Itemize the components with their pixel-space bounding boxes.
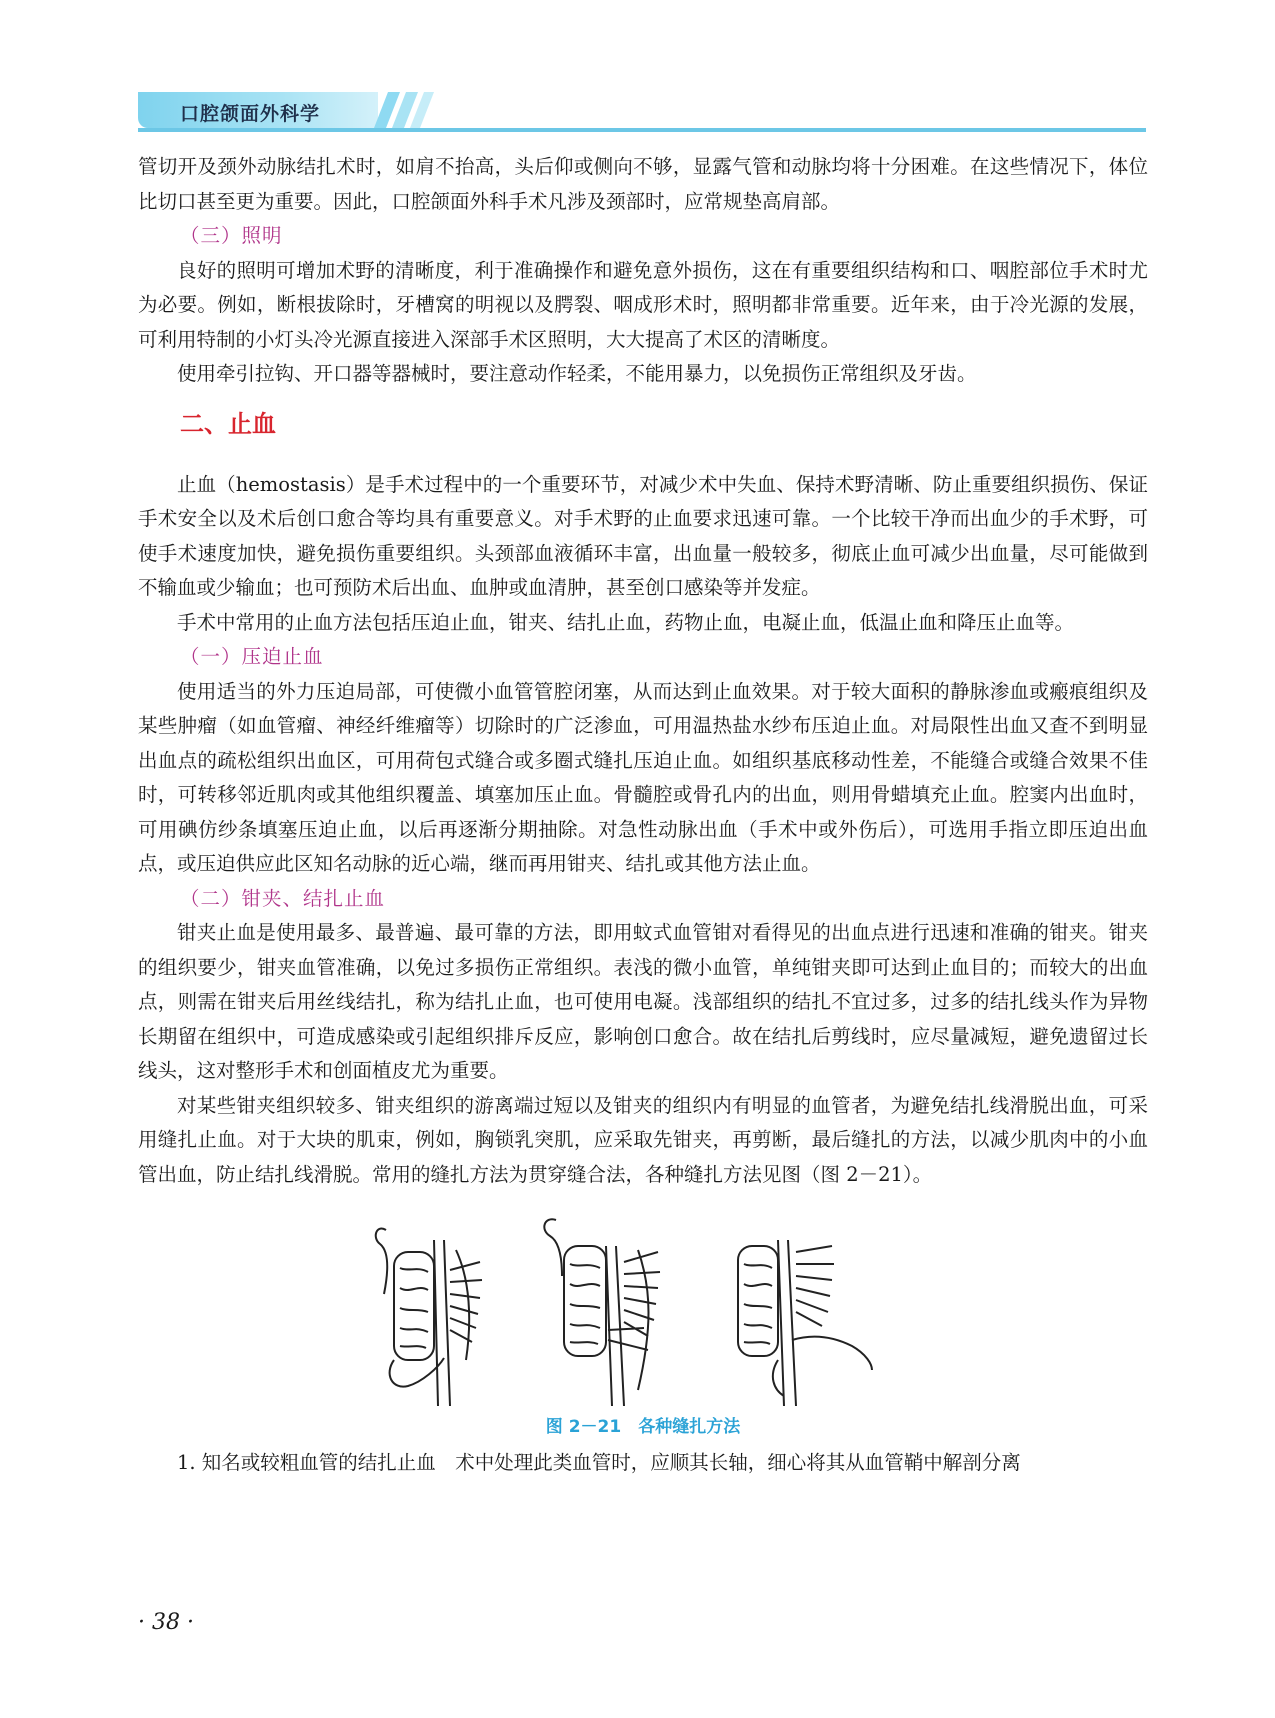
page-body xyxy=(138,150,1148,1481)
paragraph-retractor: 使用牵引拉钩、开口器等器械时，要注意动作轻柔，不能用暴力，以免损伤正常组织及牙齿。 xyxy=(177,362,977,385)
suture-method-1 xyxy=(376,1229,482,1406)
running-header xyxy=(138,92,1146,132)
suture-method-2 xyxy=(544,1219,660,1406)
paragraph-suture-ligation: 对某些钳夹组织较多、钳夹组织的游离端过短以及钳夹的组织内有明显的血管者，为避免结扎线滑脱出血，可采用缝扎止血。对于大块的肌束，例如，胸锁乳突肌，应采取先钳夹，再剪断，最后缝扎的方法，以减少肌肉中的小血管出血，防止结扎线滑脱。常用的缝扎方法为贯穿缝合法，各种缝扎方法见图（图 2－21）。 xyxy=(138,1093,1148,1186)
book-title: 口腔颌面外科学 xyxy=(180,103,321,125)
header-rule xyxy=(138,128,1146,132)
subheading-clamp-ligation: （二）钳夹、结扎止血 xyxy=(180,886,386,910)
suture-ligation-illustration xyxy=(138,1210,1148,1406)
subheading-lighting: （三）照明 xyxy=(180,224,283,247)
page-number: · 38 · xyxy=(138,1610,194,1635)
paragraph-hemostasis-intro: 止血（hemostasis）是手术过程中的一个重要环节，对减少术中失血、保持术野清晰、防止重要组织损伤、保证手术安全以及术后创口愈合等均具有重要意义。对手术野的止血要求迅速可靠。一个比较干净而出血少的手术野，可使手术速度加快，避免损伤重要组织。头颈部血液循环丰富，出血量一般较多，彻底止血可减少出血量，尽可能做到不输血或少输血；也可预防术后出血、血肿或血清肿，甚至创口感染等并发症。 xyxy=(138,472,1148,599)
paragraph-continued: 管切开及颈外动脉结扎术时，如肩不抬高，头后仰或侧向不够，显露气管和动脉均将十分困难。在这些情况下，体位比切口甚至更为重要。因此，口腔颌面外科手术凡涉及颈部时，应常规垫高肩部。 xyxy=(138,155,1148,213)
paragraph-lighting: 良好的照明可增加术野的清晰度，利于准确操作和避免意外损伤，这在有重要组织结构和口、咽腔部位手术时尤为必要。例如，断根拔除时，牙槽窝的明视以及腭裂、咽成形术时，照明都非常重要。近年来，由于冷光源的发展，可利用特制的小灯头冷光源直接进入深部手术区照明，大大提高了术区的清晰度。 xyxy=(138,258,1148,351)
section-heading-hemostasis: 二、止血 xyxy=(180,409,276,438)
paragraph-vessel-ligation: 1. 知名或较粗血管的结扎止血 术中处理此类血管时，应顺其长轴，细心将其从血管鞘中解剖分离 xyxy=(177,1451,1021,1474)
figure-suture-ligation xyxy=(138,1210,1148,1406)
paragraph-compression: 使用适当的外力压迫局部，可使微小血管管腔闭塞，从而达到止血效果。对于较大面积的静脉渗血或瘢痕组织及某些肿瘤（如血管瘤、神经纤维瘤等）切除时的广泛渗血，可用温热盐水纱布压迫止血。对局限性出血又查不到明显出血点的疏松组织出血区，可用荷包式缝合或多圈式缝扎压迫止血。如组织基底移动性差，不能缝合或缝合效果不佳时，可转移邻近肌肉或其他组织覆盖、填塞加压止血。骨髓腔或骨孔内的出血，则用骨蜡填充止血。腔窦内出血时，可用碘仿纱条填塞压迫止血，以后再逐渐分期抽除。对急性动脉出血（手术中或外伤后），可选用手指立即压迫出血点，或压迫供应此区知名动脉的近心端，继而再用钳夹、结扎或其他方法止血。 xyxy=(138,679,1148,875)
paragraph-hemostasis-methods: 手术中常用的止血方法包括压迫止血，钳夹、结扎止血，药物止血，电凝止血，低温止血和降压止血等。 xyxy=(177,610,1075,634)
suture-method-3 xyxy=(738,1240,872,1406)
header-stripes-decoration xyxy=(366,92,446,128)
figure-caption: 图 2－21 各种缝扎方法 xyxy=(545,1417,741,1437)
subheading-compression: （一）压迫止血 xyxy=(180,645,324,668)
paragraph-clamp: 钳夹止血是使用最多、最普遍、最可靠的方法，即用蚊式血管钳对看得见的出血点进行迅速和准确的钳夹。钳夹的组织要少，钳夹血管准确，以免过多损伤正常组织。表浅的微小血管，单纯钳夹即可达到止血目的；而较大的出血点，则需在钳夹后用丝线结扎，称为结扎止血，也可使用电凝。浅部组织的结扎不宜过多，过多的结扎线头作为异物长期留在组织中，可造成感染或引起组织排斥反应，影响创口愈合。故在结扎后剪线时，应尽量减短，避免遗留过长线头，这对整形手术和创面植皮尤为重要。 xyxy=(138,921,1148,1082)
